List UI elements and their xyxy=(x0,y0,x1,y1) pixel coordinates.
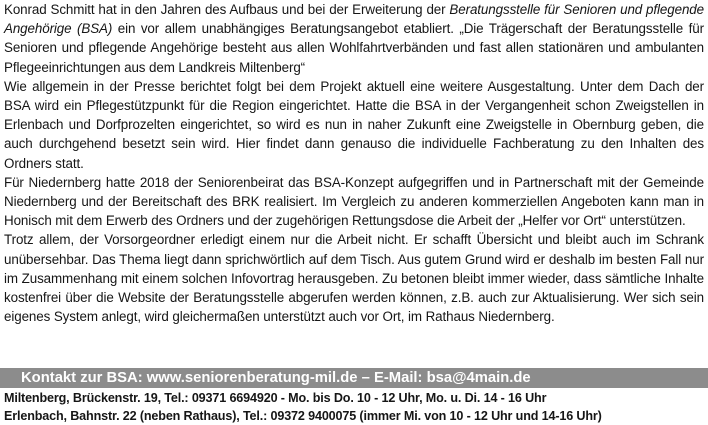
office-miltenberg: Miltenberg, Brückenstr. 19, Tel.: 09371 6694920 - Mo. bis Do. 10 - 12 Uhr, Mo. u. Di. 14 - 16 Uhr xyxy=(4,391,547,405)
office-erlenbach: Erlenbach, Bahnstr. 22 (neben Rathaus), Tel.: 09372 9400075 (immer Mi. von 10 - 12 Uhr und 14-16 Uhr) xyxy=(4,409,602,423)
paragraph-vorsorgeordner: Trotz allem, der Vorsorgeordner erledigt einem nur die Arbeit nicht. Er schafft Übersicht und bleibt auch im Schrank unübersehbar. Das Thema liegt dann sprichwörtlich auf dem Tisch. Aus gutem Grund wird er deshalb im besten Fall nur im Zusammenhang mit einem solchen Infovortrag herausgeben. Zu betonen bleibt immer wieder, dass sämtliche Inhalte kostenfrei über die Website der Beratungsstelle abgerufen werden können, z.B. auch zur Aktualisierung. Wer sich sein eigenes System anlegt, wird gleichermaßen unterstützt auch vor Ort, im Rathaus Niedernberg. xyxy=(4,232,704,325)
intro-lead: Konrad Schmitt hat in den Jahren des Aufbaus und bei der Erweiterung der xyxy=(4,2,450,17)
contact-banner-text: Kontakt zur BSA: www.seniorenberatung-mil.de – E-Mail: bsa@4main.de xyxy=(21,370,531,386)
paragraph-niedernberg: Für Niedernberg hatte 2018 der Seniorenbeirat das BSA-Konzept aufgegriffen und in Partnerschaft mit der Gemeinde Niedernberg und der Bereitschaft des BRK realisiert. Im Vergleich zu anderen kommerziellen Angeboten kann man in Honisch mit dem Erwerb des Ordners und der zugehörigen Rettungsdose die Arbeit der „Helfer vor Ort“ unterstützen. xyxy=(4,174,704,229)
article-body xyxy=(4,0,704,326)
paragraph-pflegestuetzpunkt: Wie allgemein in der Presse berichtet folgt bei dem Projekt aktuell eine weitere Ausgestaltung. Unter dem Dach der BSA wird ein Pflegestützpunkt für die Region eingerichtet. Hatte die BSA in der Vergangenheit schon Zweigstellen in Erlenbach und Dorfprozelten eingerichtet, so wird es nun in naher Zukunft eine Zweigstelle in Obernburg geben, die auch durchgehend besetzt sein wird. Hier findet dann genauso die individuelle Fachberatung zu den Inhalten des Ordners statt. xyxy=(4,78,704,171)
contact-banner xyxy=(0,368,708,388)
paragraph-intro xyxy=(4,0,704,77)
organization-name: Beratungsstelle für Senioren und pflegende Angehörige (BSA) xyxy=(4,2,704,37)
intro-tail: ein vor allem unabhängiges Beratungsangebot etabliert. „Die Trägerschaft der Beratungsstelle für Senioren und pflegende Angehörige besteht aus allen Wohlfahrtverbänden und fast allen stationären und ambulanten Pflegeeinrichtungen aus dem Landkreis Miltenberg“ xyxy=(4,21,704,75)
